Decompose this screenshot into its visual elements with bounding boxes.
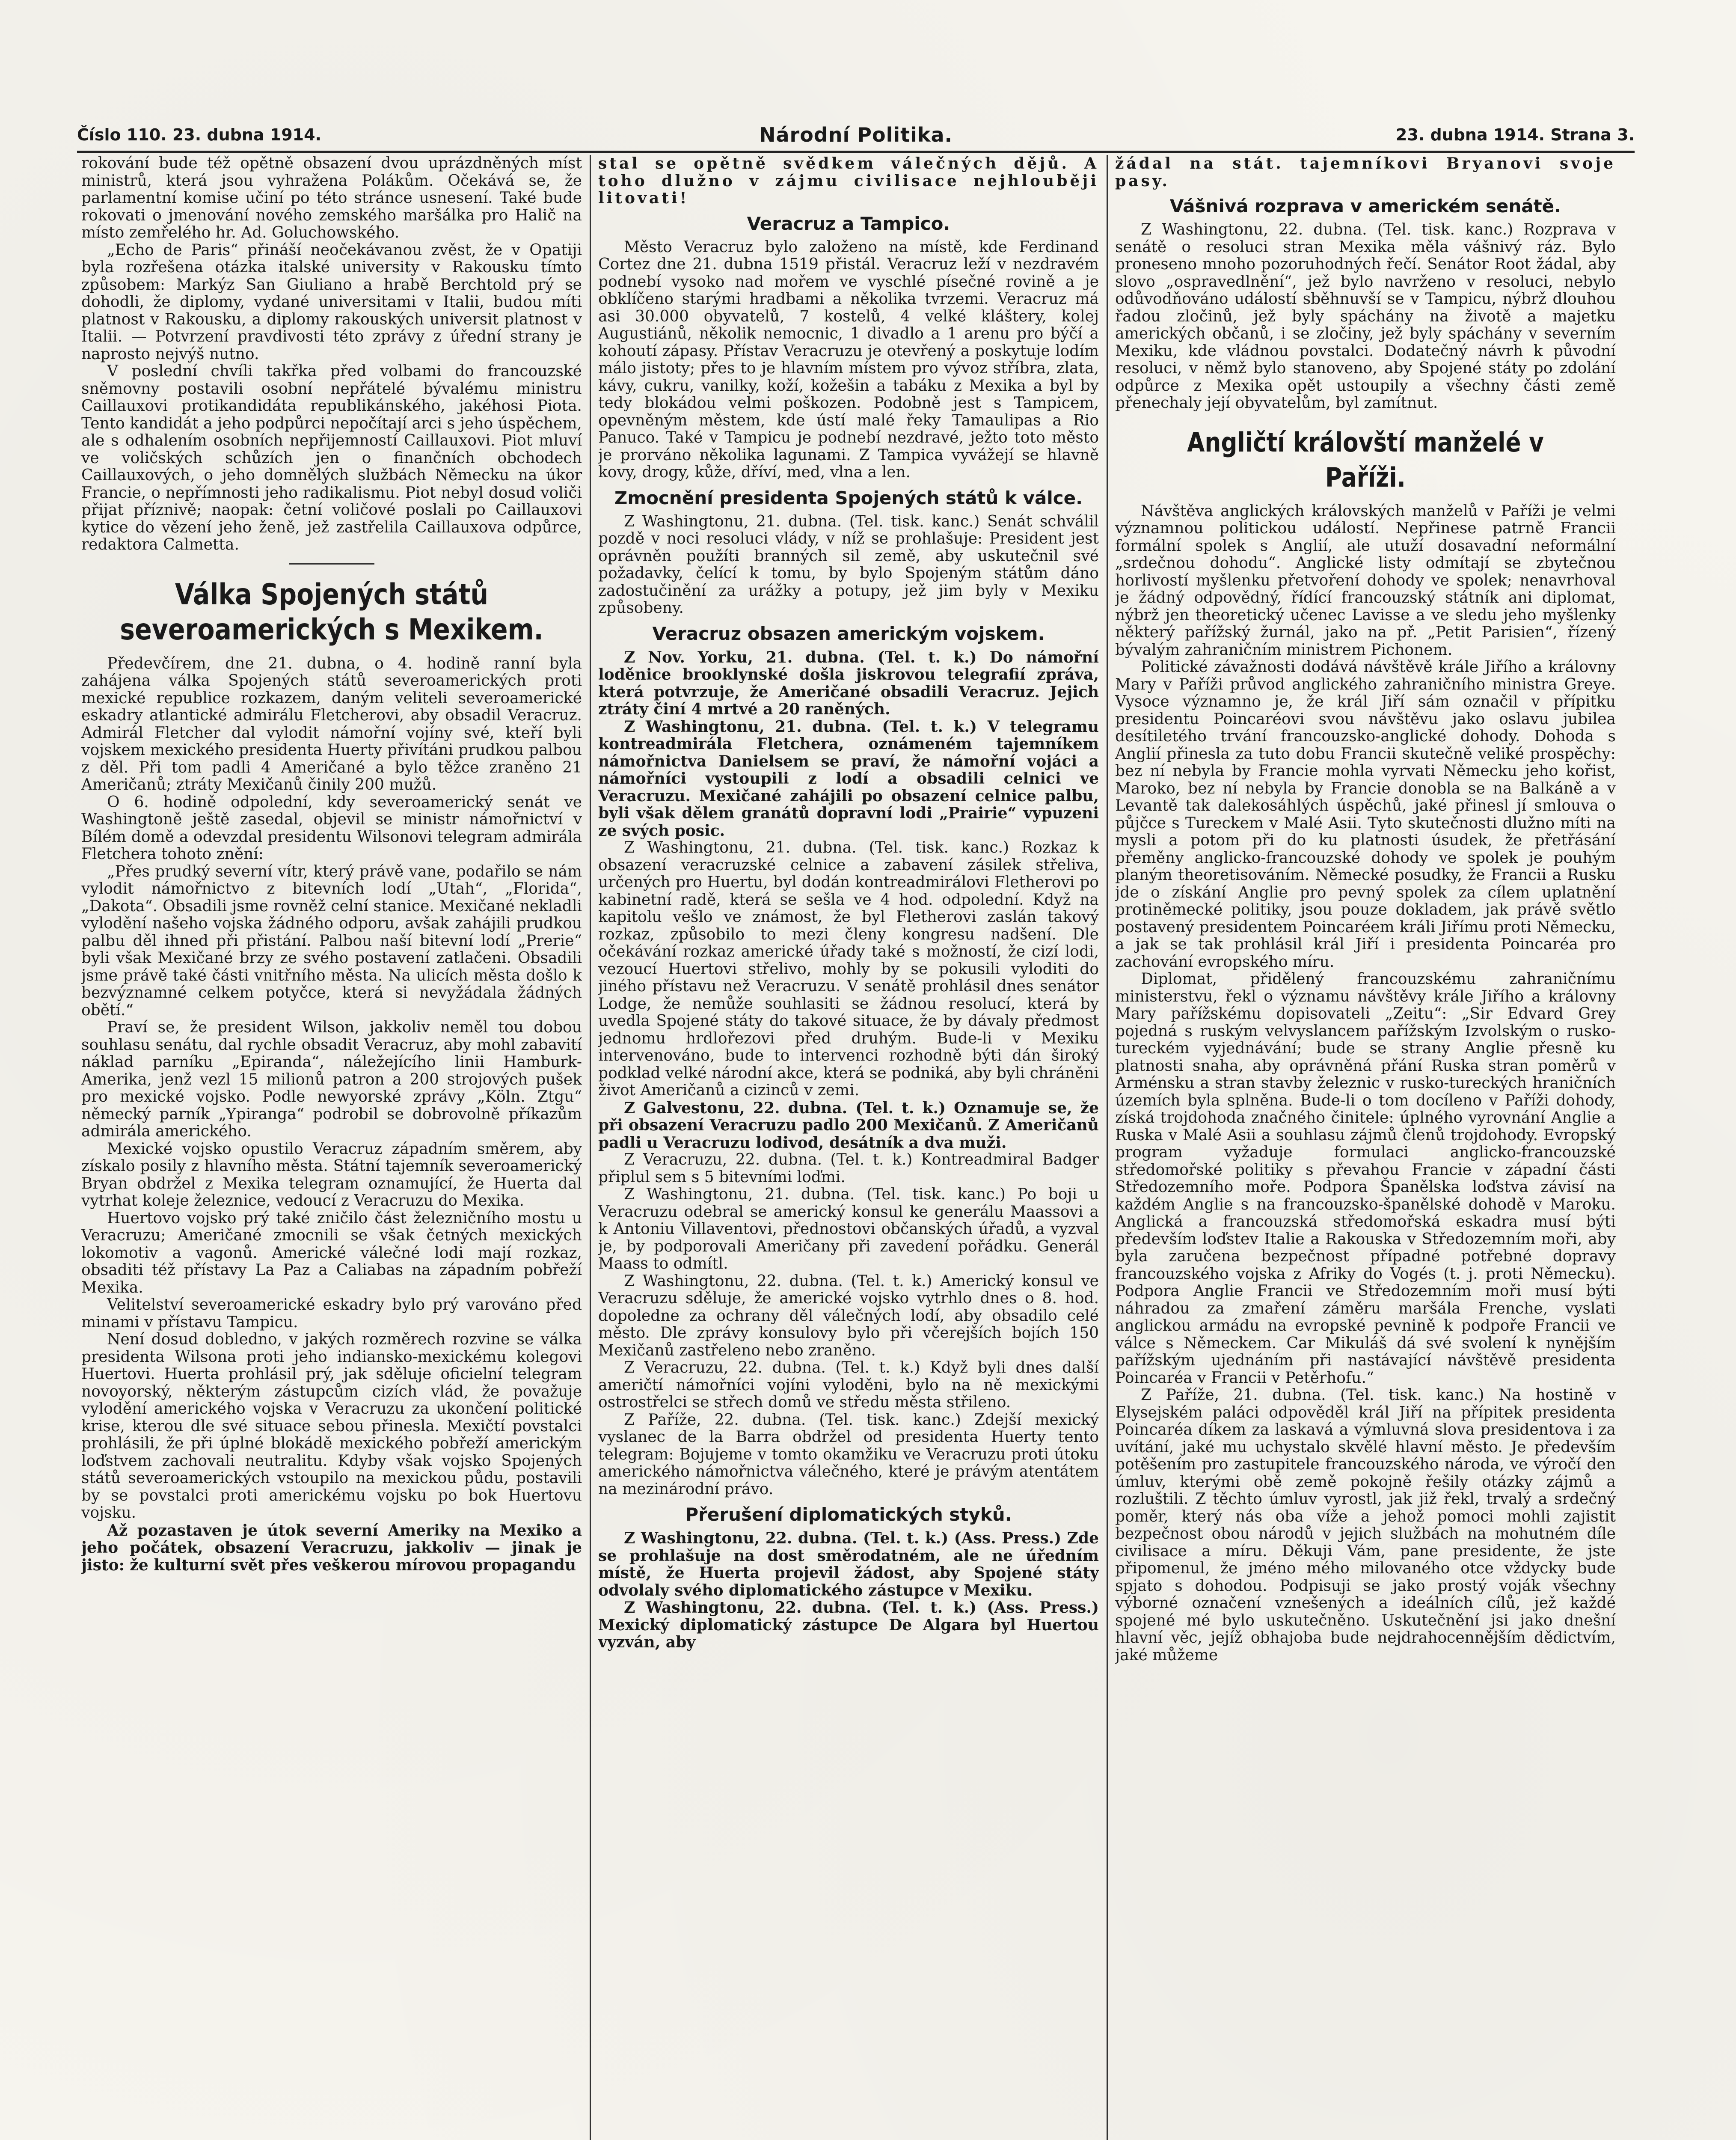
paragraph: žádal na stát. tajemníkovi Bryanovi svoje pasy.: [1115, 155, 1616, 190]
paragraph: Návštěva anglických královských manželů v Paříži je velmi významnou politickou událostí. Nepřinese patrně Francii formální spolek s Anglií, ale utuží dosavadní neformální „srdečnou dohodu“. Anglické listy odmítají se zbytečnou horlivostí myšlenku přetvoření dohody ve spolek; nenavrhoval je žádný odpovědný, řídící francouzský státník ani diplomat, nýbrž jen theoretický učenec Lavisse a ve sledu jeho myšlenky některý pařížský žurnál, jako na př. „Petit Parisien“, řízený bývalým zahraničním ministrem Pichonem.: [1115, 502, 1616, 659]
date-page-info: 23. dubna 1914. Strana 3.: [1395, 125, 1635, 144]
paragraph: stal se opětně svědkem válečných dějů. A toho dlužno v zájmu civilisace nejhlouběji litovati!: [598, 155, 1099, 207]
paragraph: Není dosud dobledno, v jakých rozměrech rozvine se válka presidenta Wilsona proti jeho indiansko-mexickému kolegovi Huertovi. Huerta prohlásil prý, jak sděluje oficielní telegram novoyorský, některým zástupcům cizích vlád, že považuje vylodění amerického vojska v Veracruzu za ukončení politické krise, kterou dle své situace sebou přinesla. Mexičtí povstalci prohlásili, že při úplné blokádě mexického pobřeží americkým loďstvem zachovali neutralitu. Kdyby však vojsko Spojených států severoamerických vstoupilo na mexickou půdu, postavili by se povstalci proti americkému vojsku po bok Huertovu vojsku.: [81, 1331, 582, 1522]
issue-info: Číslo 110. 23. dubna 1914.: [77, 125, 322, 144]
paragraph: rokování bude též opětně obsazení dvou uprázdněných míst ministrů, která jsou vyhražena Polákům. Očekává se, že parlamentní komise učiní po této stránce usnesení. Také bude rokovati o jmenování nového zemského maršálka pro Halič na místo zemřelého hr. Ad. Goluchowského.: [81, 155, 582, 241]
paragraph: Z Washingtonu, 21. dubna. (Tel. tisk. kanc.) Rozkaz k obsazení veracruzské celnice a zabavení zásilek střeliva, určených pro Huertu, byl dodán kontreadmirálovi Fletherovi po kabinetní radě, která se sešla ve 4 hod. odpolední. Když na kapitolu vešlo ve známost, že byl Fletherovi zaslán takový rozkaz, způsobilo to mezi členy kongresu nadšení. Dle očekávání rozkaz americké úřady také s možností, že cizí lodi, vezoucí Huertovi střelivo, mohly by se pokusili vyloditi do jiného přístavu než Veracruzu. V senátě prohlásil dnes senátor Lodge, že nemůže souhlasiti se žádnou resolucí, která by uvedla Spojené státy do takové situace, že by dávaly předmost jednomu hrdlořezovi před druhým. Bude-li v Mexiku intervenováno, bude to intervenci rozhodně býti dán široký podklad velké národní akce, která se podniká, aby byli chráněni život Američanů a cizinců v zemi.: [598, 839, 1099, 1099]
paragraph: Z Washingtonu, 22. dubna. (Tel. tisk. kanc.) Rozprava v senátě o resoluci stran Mexika měla vášnivý ráz. Bylo proneseno mnoho pozoruhodných řečí. Senátor Root žádal, aby slovo „ospravedlnění“, jež bylo navrženo v resoluci, nebylo odůvodňováno událostí sběhnuvší se v Tampicu, nýbrž dlouhou řadou zločinů, jež byly spáchány na životě a majetku amerických občanů, i se zločiny, jež byly spáchány v severním Mexiku, kde vládnou povstalci. Dodatečný návrh k původní resoluci, v němž bylo stanoveno, aby Spojené státy po zdolání odpůrce z Mexika opět ustoupily a všechny části země přenechaly její obyvatelům, byl zamítnut.: [1115, 221, 1616, 412]
paragraph: Z Washingtonu, 22. dubna. (Tel. t. k.) (Ass. Press.) Mexický diplomatický zástupce De Algara byl Huertou vyzván, aby: [598, 1599, 1099, 1651]
paragraph: Předevčírem, dne 21. dubna, o 4. hodině ranní byla zahájena válka Spojených států severoamerických proti mexické republice rozkazem, daným veliteli severoamerické eskadry atlantické admirálu Fletcherovi, aby obsadil Veracruz. Admirál Fletcher dal vylodit námořní vojíny své, kteří byli vojskem mexického presidenta Huerty přivítáni prudkou palbou z děl. Při tom padli 4 Američané a bylo těžce zraněno 21 Američanů; ztráty Mexičanů činily 200 mužů.: [81, 654, 582, 794]
paragraph: Huertovo vojsko prý také zničilo část železničního mostu u Veracruzu; Američané zmocnili se však četných mexických lokomotiv a vagonů. Americké válečné lodi mají rozkaz, obsaditi též přístavy La Paz a Caliabas na západním pobřeží Mexika.: [81, 1209, 582, 1296]
section-heading: Zmocnění presidenta Spojených států k válce.: [614, 487, 1083, 508]
newspaper-title: Národní Politika.: [759, 123, 953, 146]
paragraph: Z Nov. Yorku, 21. dubna. (Tel. t. k.) Do námořní loděnice brooklynské došla jiskrovou telegrafií zpráva, která potvrzuje, že Američané obsadili Veracruz. Jejich ztráty činí 4 mrtvé a 20 raněných.: [598, 648, 1099, 718]
paragraph: Z Washingtonu, 22. dubna. (Tel. t. k.) Americký konsul ve Veracruzu sděluje, že americké vojsko vytrhlo dnes o 8. hod. dopoledne za ochrany děl válečných lodí, aby obsadilo celé město. Dle zprávy konsulovy bylo při včerejších bojích 150 Mexičanů zastřeleno nebo zraněno.: [598, 1272, 1099, 1359]
section-heading: Veracruz obsazen americkým vojskem.: [652, 623, 1045, 644]
article-heading: Angličtí královští manželé v Paříži.: [1187, 426, 1544, 493]
paragraph: Velitelství severoamerické eskadry bylo prý varováno před minami v přístavu Tampicu.: [81, 1296, 582, 1331]
paragraph: Město Veracruz bylo založeno na místě, kde Ferdinand Cortez dne 21. dubna 1519 přistál. Veracruz leží v nezdravém podnebí vysoko nad mořem ve vyschlé písečné rovině a je obklíčeno starými hradbami a několika tvrzemi. Veracruz má asi 30.000 obyvatelů, 7 kostelů, 4 velké kláštery, kolej Augustiánů, několik nemocnic, 1 divadlo a 1 arenu pro býčí a kohoutí zápasy. Přístav Veracruzu je otevřený a poskytuje lodím málo jistoty; přes to je hlavním místem pro vývoz stříbra, zlata, kávy, cukru, vanilky, koží, kožešin a tabáku z Mexika a byl by tedy blokádou velmi poškozen. Podobně jest s Tampicem, opevněným městem, kde ústí malé řeky Tamaulipas a Rio Panuco. Také v Tampicu je podnebí nezdravé, ježto toto město je prorváno několika lagunami. Z Tampica vyvážejí se hlavně kovy, drogy, kůže, dříví, med, vlna a len.: [598, 238, 1099, 481]
paragraph: Z Washingtonu, 21. dubna. (Tel. t. k.) V telegramu kontreadmirála Fletchera, oznámeném tajemníkem námořnictva Danielsem se praví, že námořní vojáci a námořníci vystoupili z lodí a obsadili celnici ve Veracruzu. Mexičané zahájili po obsazení celnice palbu, byli však dělem granátů dopravní lodi „Prairie“ vypuzeni ze svých posic.: [598, 717, 1099, 840]
article-heading: Válka Spojených států severoamerických s Mexikem.: [120, 577, 543, 647]
paragraph: Z Washingtonu, 21. dubna. (Tel. tisk. kanc.) Po boji u Veracruzu odebral se americký konsul ke generálu Maassovi a k Antoniu Villaventovi, přednostovi občanských úřadů, a vyzval je, by podporovali Američany při zavedení pořádku. Generál Maass to odmítl.: [598, 1186, 1099, 1272]
paragraph: Z Veracruzu, 22. dubna. (Tel. t. k.) Když byli dnes další američtí námořníci vojíni vyloděni, bylo na ně mexickými ostrostřelci se střech domů ve středu města střileno.: [598, 1359, 1099, 1411]
paragraph: Z Galvestonu, 22. dubna. (Tel. t. k.) Oznamuje se, že při obsazení Veracruzu padlo 200 Mexičanů. Z Američanů padli u Veracruzu lodivod, desátník a dva muži.: [598, 1099, 1099, 1152]
paragraph: „Echo de Paris“ přináší neočekávanou zvěst, že v Opatiji byla rozřešena otázka italské university v Rakousku tímto způsobem: Markýz San Giuliano a hrabě Berchtold prý se dohodli, že diplomy, vydané universitami v Italii, budou míti platnost v Rakousku, a diplomy rakouských universit platnost v Italii. — Potvrzení pravdivosti této zprávy z úřední strany je naprosto nejvýš nutno.: [81, 241, 582, 363]
paragraph: Z Paříže, 22. dubna. (Tel. tisk. kanc.) Zdejší mexický vyslanec de la Barra obdržel od presidenta Huerty tento telegram: Bojujeme v tomto okamžiku ve Veracruzu proti útoku amerického námořnictva válečného, které je právým atentátem na mezinárodní právo.: [598, 1411, 1099, 1498]
section-heading: Vášnivá rozprava v americkém senátě.: [1169, 196, 1561, 217]
paragraph: Politické závažnosti dodává návštěvě krále Jiřího a královny Mary v Paříži průvod anglického zahraničního ministra Greye. Vysoce významno je, že král Jiří sám označil v přípitku presidentu Poincaréovi svou návštěvu jako oslavu jubilea desítiletého trvání francouzsko-anglické dohody. Dohoda s Anglií přinesla za tuto dobu Francii skutečně veliké prospěchy: bez ní nebyla by Francie mohla vyrvati Německu jeho kořist, Maroko, bez ní nebyla by Francie donobla se na Balkáně a v Levantě tak dalekosáhlých úspěchů, jaké přinesl jí smlouva o půjčce s Tureckem v Malé Asii. Tyto skutečnosti dlužno míti na mysli a potom při do ku platnosti úsudek, že přetřásání přeměny anglicko-francouzské dohody ve spolek je pouhým planým theoretisováním. Německé posudky, že Francii a Rusku jde o získání Anglie pro pevný spolek za cílem uplatnění protiněmecké politiky, jsou pouze dokladem, jak právě světlo postavený presidentem Poincaréem králi Jiřímu proti Německu, a jak se tak prohlásil král Jiří i presidenta Poincaréa pro zachování evropského míru.: [1115, 658, 1616, 971]
paragraph: O 6. hodině odpolední, kdy severoamerický senát ve Washingtoně ještě zasedal, objevil se ministr námořnictví v Bílém domě a odevzdal presidentu Wilsonovi telegram admirála Fletchera tohoto znění:: [81, 793, 582, 863]
paragraph: Mexické vojsko opustilo Veracruz západním směrem, aby získalo posily z hlavního města. Státní tajemník severoamerický Bryan obdržel z Mexika telegram oznamující, že Huerta dal vytrhat koleje železnice, vedoucí z Veracruzu do Mexika.: [81, 1140, 582, 1210]
column-divider: [1107, 155, 1108, 2140]
paragraph: Z Veracruzu, 22. dubna. (Tel. t. k.) Kontreadmiral Badger připlul sem s 5 bitevními loďmi.: [598, 1151, 1099, 1186]
paragraph: „Přes prudký severní vítr, který právě vane, podařilo se nám vylodit námořnictvo z bitevních lodí „Utah“, „Florida“, „Dakota“. Obsadili jsme rovněž celní stanice. Mexičané nekladli vylodění našeho vojska žádného odporu, avšak zahájili prudkou palbu děl ihned při přistání. Palbou naší bitevní lodí „Prerie“ byli však Mexičané brzy ze svého postavení zatlačeni. Obsadili jsme právě také části vnitřního města. Na ulicích města došlo k bezvýznamné celkem potyčce, která si nevyžádala žádných obětí.“: [81, 862, 582, 1019]
column-1: [81, 155, 582, 2140]
separator-rule: [289, 563, 374, 565]
section-heading: Veracruz a Tampico.: [747, 213, 950, 234]
paragraph: Praví se, že president Wilson, jakkoliv neměl tou dobou souhlasu senátu, dal rychle obsadit Veracruz, aby mohl zabavití náklad parníku „Epiranda“, náležejícího linii Hamburk-Amerika, jenž vezl 15 milionů patron a 200 strojových pušek pro mexické vojsko. Podle newyorské zprávy „Köln. Ztgu“ německý parník „Ypiranga“ podrobil se dobrovolně příkazům admirála amerického.: [81, 1019, 582, 1140]
paragraph: Z Washingtonu, 22. dubna. (Tel. t. k.) (Ass. Press.) Zde se prohlašuje na dost směrodatném, ale ne úředním místě, že Huerta projevil žádost, aby Spojené státy odvolaly svého diplomatického zástupce v Mexiku.: [598, 1529, 1099, 1599]
header-rule: [77, 151, 1635, 153]
page-header: [77, 118, 1635, 152]
paragraph: V poslední chvíli takřka před volbami do francouzské sněmovny postavili osobní nepřátelé bývalému ministru Caillauxovi protikandidáta republikánského, jakéhosi Piota. Tento kandidát a jeho podpůrci nepočítají arci s jeho úspěchem, ale s odhalením osobních nepřijemností Caillauxovi. Piot mluví ve voličských schůzích jen o finančních obchodech Caillauxových, o jeho domnělých službách Německu na úkor Francie, o nepřímnosti jeho radikalismu. Piot nebyl dosud voliči přijat příznivě; naopak: četní voličové poslali po Caillauxovi kytice do vězení jeho ženě, jež zastřelila Caillauxova odpůrce, redaktora Calmetta.: [81, 363, 582, 553]
column-divider: [590, 155, 591, 2140]
section-heading: Přerušení diplomatických styků.: [685, 1504, 1012, 1525]
paragraph: Z Paříže, 21. dubna. (Tel. tisk. kanc.) Na hostině v Elysejském paláci odpověděl král Jiří na přípitek presidenta Poincaréa díkem za laskavá a výmluvná slova presidentova i za uvítání, jaké mu uchystalo skvělé hlavní město. Je především potěšením pro zastupitele francouzského národa, ve výročí den úmluv, kterými obě země pokojně řešily otázky zájmů a rozluštili. Z těchto úmluv vyrostl, jak již řekl, trvalý a srdečný poměr, který nás oba víže a jehož pomoci mohli zajistit bezpečnost obou národů v jejich službách na mohutném díle civilisace a míru. Děkuji Vám, pane presidente, že jste připomenul, že jméno mého milovaného otce vždycky bude spjato s dohodou. Podpisuji se jako prostý voják všechny výborné označení vznešených a ideálních cílů, jež každé spojené mé bylo uskutečněno. Uskutečnění jsi jako dnešní hlavní věc, jejíž obhajoba bude nejdrahocennějším dědictvím, jaké můžeme: [1115, 1386, 1616, 1664]
paragraph: Až pozastaven je útok severní Ameriky na Mexiko a jeho počátek, obsazení Veracruzu, jakkoliv — jinak je jisto: že kulturní svět přes veškerou mírovou propagandu: [81, 1521, 582, 1574]
column-2: [598, 155, 1099, 2140]
paragraph: Diplomat, přidělený francouzskému zahraničnímu ministerstvu, řekl o významu návštěvy krále Jiřího a královny Mary pařížskému dopisovateli „Zeitu“: „Sir Edvard Grey pojedná s ruským velvyslancem pařížským Izvolským o rusko-tureckém vyjednávání; bude se strany Anglie přesně ku platnosti snaha, aby oprávněná přání Ruska stran poměrů v Arménsku a stran stavby železnic v rusko-tureckých hraničních územích byla splněna. Bude-li o tom docíleno v Paříži dohody, získá trojdohoda značného činitele: úplného vyrovnání Anglie a Ruska v Malé Asii a souhlasu zájmů členů trojdohody. Evropský program vyžaduje formulaci anglicko-francouzské středomořské politiky s převahou Francie v západní části Středozemního moře. Podpora Španělska loďstva závisí na každém Anglie s na francouzsko-španělské dohodě v Maroku. Anglická a francouzská středomořská eskadra musí býti především loďstev Italie a Rakouska v Středozemním moři, aby byla zaručena bezpečnost případné potřebné dopravy francouzského vojska z Afriky do Vogés (t. j. proti Německu). Podpora Anglie Francii ve Středozemním moři musí býti náhradou za zmaření záměru maršála Frenche, vyslati anglickou armádu na evropské pevnině k podpoře Francii ve válce s Německem. Car Mikuláš dá své svolení k nynějším pařížským ujednáním při nastávající návštěvě presidenta Poincaréa v Francii v Petěrhofu.“: [1115, 970, 1616, 1387]
paragraph: Z Washingtonu, 21. dubna. (Tel. tisk. kanc.) Senát schválil pozdě v noci resoluci vlády, v níž se prohlašuje: President jest oprávněn použíti branných sil země, aby uskutečnil své požadavky, čelící k tomu, by bylo Spojeným státům dáno zadostučinění za urážky a potupy, jež jim byly v Mexiku způsobeny.: [598, 512, 1099, 617]
column-3: [1115, 155, 1616, 2140]
